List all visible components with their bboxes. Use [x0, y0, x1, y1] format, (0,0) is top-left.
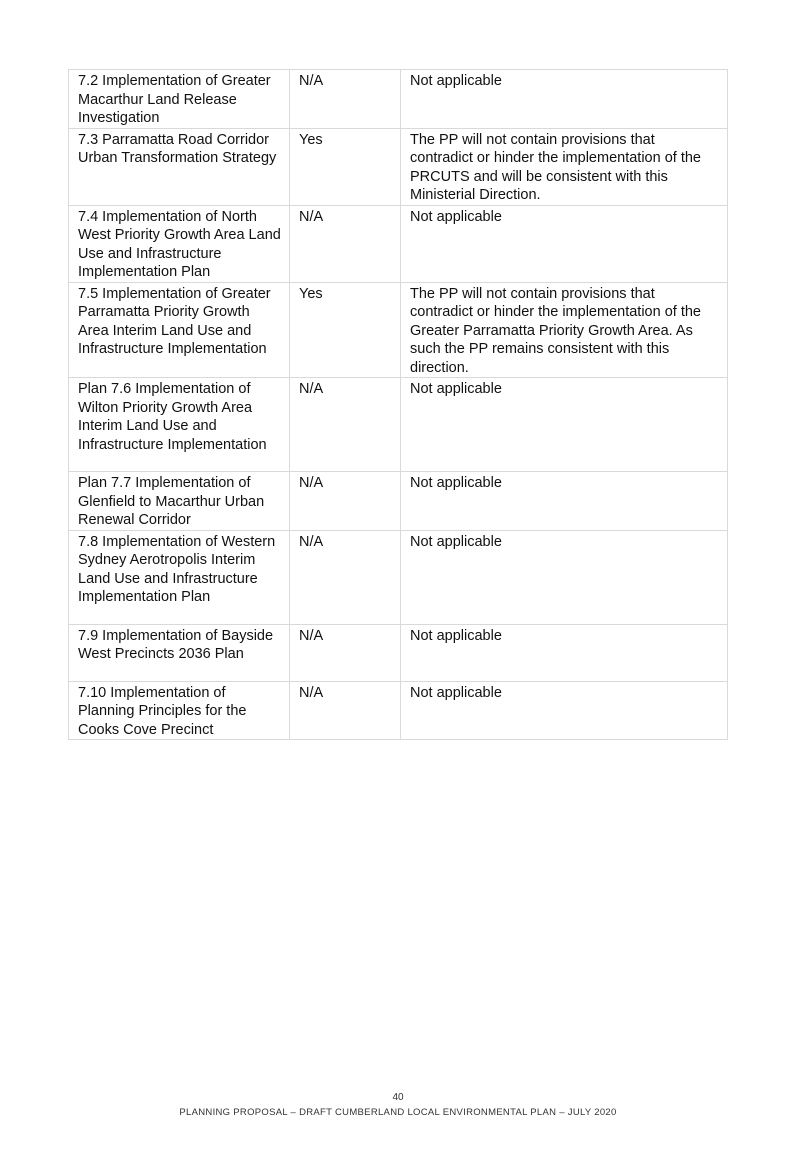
- applicable-cell: N/A: [290, 378, 401, 472]
- comment-cell: Not applicable: [401, 472, 728, 531]
- page-footer: PLANNING PROPOSAL – DRAFT CUMBERLAND LOCAL ENVIRONMENTAL PLAN – JULY 2020: [179, 1107, 617, 1118]
- page-number: 40: [392, 1092, 404, 1103]
- direction-cell: 7.8 Implementation of Western Sydney Aerotropolis Interim Land Use and Infrastructure Implementation Plan: [69, 530, 290, 624]
- ministerial-directions-table: [68, 69, 728, 740]
- direction-cell: 7.10 Implementation of Planning Principles for the Cooks Cove Precinct: [69, 681, 290, 740]
- table-row: [69, 624, 728, 681]
- direction-cell: Plan 7.6 Implementation of Wilton Priority Growth Area Interim Land Use and Infrastructure Implementation: [69, 378, 290, 472]
- direction-cell: 7.3 Parramatta Road Corridor Urban Transformation Strategy: [69, 128, 290, 205]
- applicable-cell: Yes: [290, 128, 401, 205]
- table-row: [69, 70, 728, 129]
- comment-cell: Not applicable: [401, 70, 728, 129]
- applicable-cell: N/A: [290, 70, 401, 129]
- comment-cell: Not applicable: [401, 624, 728, 681]
- applicable-cell: N/A: [290, 472, 401, 531]
- direction-cell: 7.2 Implementation of Greater Macarthur Land Release Investigation: [69, 70, 290, 129]
- table-row: [69, 681, 728, 740]
- comment-cell: Not applicable: [401, 530, 728, 624]
- table-row: [69, 205, 728, 282]
- applicable-cell: N/A: [290, 681, 401, 740]
- comment-cell: Not applicable: [401, 681, 728, 740]
- applicable-cell: N/A: [290, 624, 401, 681]
- direction-cell: 7.4 Implementation of North West Priority Growth Area Land Use and Infrastructure Implementation Plan: [69, 205, 290, 282]
- applicable-cell: N/A: [290, 205, 401, 282]
- direction-cell: 7.5 Implementation of Greater Parramatta Priority Growth Area Interim Land Use and Infrastructure Implementation: [69, 282, 290, 378]
- table-row: [69, 472, 728, 531]
- direction-cell: 7.9 Implementation of Bayside West Precincts 2036 Plan: [69, 624, 290, 681]
- comment-cell: The PP will not contain provisions that contradict or hinder the implementation of the Greater Parramatta Priority Growth Area. As such the PP remains consistent with this direction.: [401, 282, 728, 378]
- applicable-cell: N/A: [290, 530, 401, 624]
- table-row: [69, 530, 728, 624]
- direction-cell: Plan 7.7 Implementation of Glenfield to Macarthur Urban Renewal Corridor: [69, 472, 290, 531]
- comment-cell: The PP will not contain provisions that contradict or hinder the implementation of the PRCUTS and will be consistent with this Ministerial Direction.: [401, 128, 728, 205]
- comment-cell: Not applicable: [401, 378, 728, 472]
- comment-cell: Not applicable: [401, 205, 728, 282]
- table-row: [69, 282, 728, 378]
- table-row: [69, 378, 728, 472]
- applicable-cell: Yes: [290, 282, 401, 378]
- table-row: [69, 128, 728, 205]
